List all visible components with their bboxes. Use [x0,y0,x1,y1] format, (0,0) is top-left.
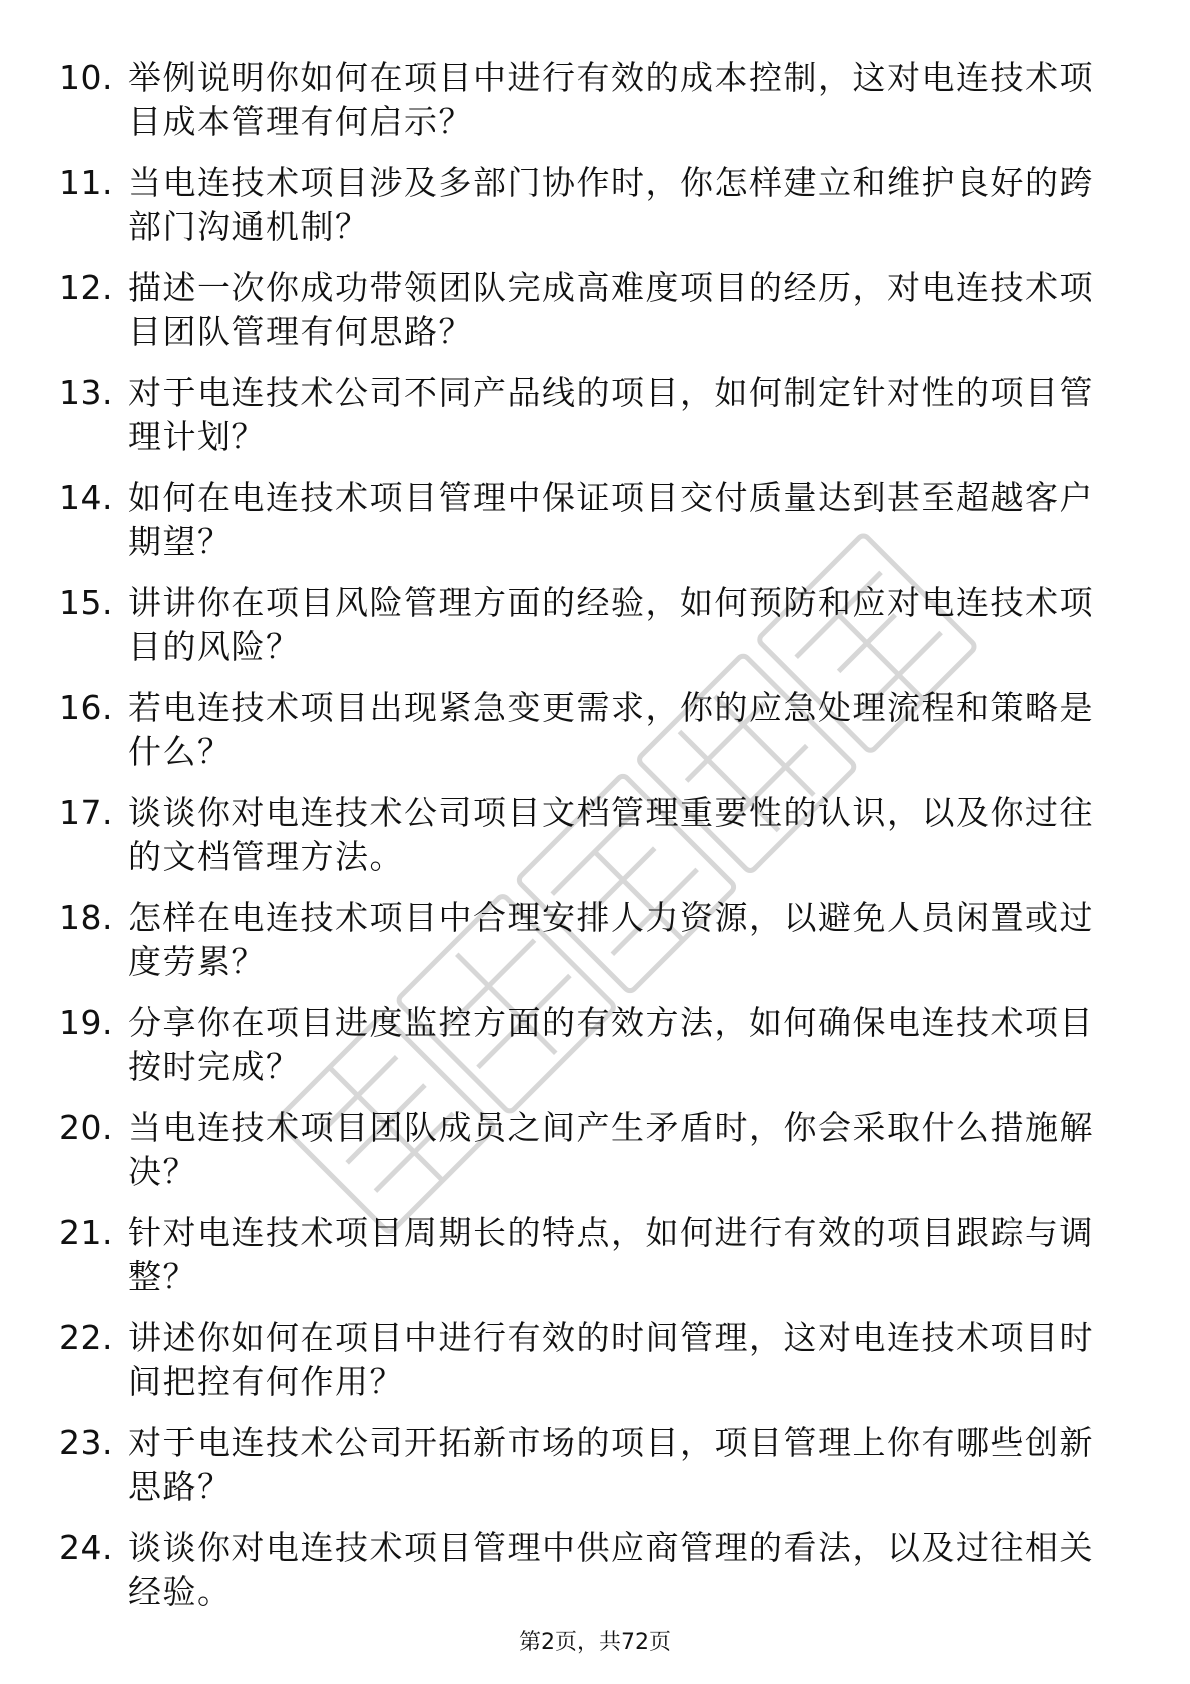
question-text: 怎样在电连技术项目中合理安排人力资源，以避免人员闲置或过度劳累？ [128,898,1094,981]
question-number: 12. [59,268,113,307]
question-text: 分享你在项目进度监控方面的有效方法，如何确保电连技术项目按时完成？ [128,1003,1094,1086]
list-item [0,1203,1190,1308]
question-number: 16. [59,688,113,727]
question-list [0,48,1190,1623]
question-text: 谈谈你对电连技术项目管理中供应商管理的看法，以及过往相关经验。 [128,1528,1094,1611]
question-text: 针对电连技术项目周期长的特点，如何进行有效的项目跟踪与调整？ [128,1213,1094,1296]
question-text: 讲述你如何在项目中进行有效的时间管理，这对电连技术项目时间把控有何作用？ [128,1318,1094,1401]
list-item [0,1308,1190,1413]
question-number: 19. [59,1003,113,1042]
question-text: 当电连技术项目团队成员之间产生矛盾时，你会采取什么措施解决？ [128,1108,1094,1191]
question-text: 若电连技术项目出现紧急变更需求，你的应急处理流程和策略是什么？ [128,688,1094,771]
question-number: 15. [59,583,113,622]
list-item [0,783,1190,888]
question-number: 21. [59,1213,113,1252]
question-text: 如何在电连技术项目管理中保证项目交付质量达到甚至超越客户期望？ [128,478,1094,561]
list-item [0,153,1190,258]
list-item [0,468,1190,573]
question-text: 举例说明你如何在项目中进行有效的成本控制，这对电连技术项目成本管理有何启示？ [128,58,1094,141]
question-text: 当电连技术项目涉及多部门协作时，你怎样建立和维护良好的跨部门沟通机制？ [128,163,1094,246]
question-number: 17. [59,793,113,832]
list-item [0,1518,1190,1623]
question-text: 描述一次你成功带领团队完成高难度项目的经历，对电连技术项目团队管理有何思路？ [128,268,1094,351]
list-item [0,678,1190,783]
question-number: 23. [59,1423,113,1462]
list-item [0,48,1190,153]
question-number: 11. [59,163,113,202]
page-number: 第2页，共72页 [519,1630,671,1655]
question-text: 讲讲你在项目风险管理方面的经验，如何预防和应对电连技术项目的风险？ [128,583,1094,666]
question-number: 18. [59,898,113,937]
list-item [0,573,1190,678]
list-item [0,888,1190,993]
question-number: 13. [59,373,113,412]
question-text: 谈谈你对电连技术公司项目文档管理重要性的认识，以及你过往的文档管理方法。 [128,793,1094,876]
list-item [0,993,1190,1098]
question-text: 对于电连技术公司不同产品线的项目，如何制定针对性的项目管理计划？ [128,373,1094,456]
question-number: 20. [59,1108,113,1147]
question-number: 14. [59,478,113,517]
question-number: 22. [59,1318,113,1357]
list-item [0,258,1190,363]
question-text: 对于电连技术公司开拓新市场的项目，项目管理上你有哪些创新思路？ [128,1423,1094,1506]
question-number: 10. [59,58,113,97]
question-number: 24. [59,1528,113,1567]
list-item [0,1098,1190,1203]
list-item [0,363,1190,468]
list-item [0,1413,1190,1518]
